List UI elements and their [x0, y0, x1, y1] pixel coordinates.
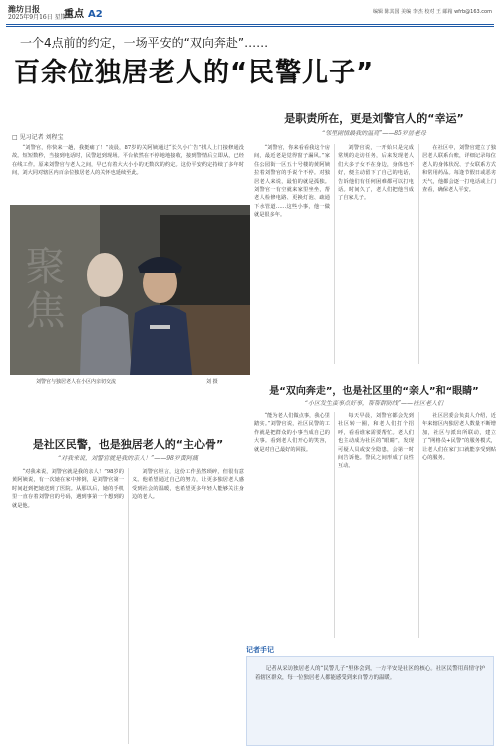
editor-info: 编辑 陈其国 美编 李杰 校对 王 邮箱 wfrb@163.com — [372, 9, 492, 15]
section-title-mutual: 是“双向奔走”，也是社区里的“亲人”和“眼睛” — [269, 386, 479, 397]
article-column-3 — [422, 144, 496, 364]
photo-watermark: 聚焦 — [19, 245, 65, 333]
column-text: 每天早晨，刘警官都会先到社区转一圈，和老人们打个招呼，看看谁家需要帮忙。老人们也主动成为社区的“眼睛”，发现可疑人员或安全隐患，会第一时间告诉他。警民之间形成了良性互动。 — [338, 413, 414, 470]
note-text: 记者从采访独居老人的“民警儿子”里体会到，一方平安是社区的核心。社区民警用真情守护着辖区群众，每一位独居老人都能感受到来自警方的温暖。 — [255, 666, 485, 681]
column-divider — [334, 144, 335, 364]
section-title-backbone: 是社区民警，也是独居老人的“主心骨” — [32, 438, 224, 451]
section-subtitle-backbone: “对我来说，刘警官就是我的亲人！”——98岁黄阿姨 — [58, 455, 198, 462]
photo-caption: 刘警官与独居老人在小区内亲切交流 — [36, 379, 117, 385]
article-column-1 — [254, 144, 330, 364]
article-column-8 — [132, 468, 244, 744]
article-column-6 — [422, 412, 496, 638]
column-text: 刘警官说，一开始只是完成常规的走访任务，后来发现老人们大多子女不在身边，身体也不好，便主动留下了自己的电话，告诉他们有任何困难都可以打电话。时间久了，老人们把他当成了自家儿子。 — [338, 145, 414, 202]
photo-credit: 刘 摄 — [206, 379, 218, 385]
reporter-note — [255, 665, 485, 737]
section-title-duty: 是职责所在，更是刘警官人的“幸运” — [284, 112, 464, 125]
column-divider — [334, 412, 335, 638]
header-rule — [6, 24, 494, 25]
note-tag: 记者手记 — [246, 646, 274, 654]
column-text: 刘警官坦言，这份工作虽然琐碎，但很有意义。他希望通过自己的努力，让更多独居老人感受到社会的温暖，也希望更多年轻人能够关注身边的老人。 — [132, 469, 244, 501]
reporter-note-box — [246, 656, 494, 746]
column-text: “对我来说，刘警官就是我的亲人！”98岁的黄阿姨说，有一次她在家中摔倒，是刘警官第一时间赶到把她送到了医院。从那以后，她的手机里一直存着刘警官的号码，遇到事第一个想到的就是他。 — [12, 469, 124, 509]
article-column-5 — [338, 412, 414, 638]
column-text: 在社区中，刘警官建立了独居老人联系台账，详细记录每位老人的身体状况、子女联系方式和常用药品。每逢节假日或恶劣天气，他都会逐一打电话或上门查看，确保老人平安。 — [422, 145, 496, 194]
section-subtitle-duty: “邻里剧情最我的温亮”——85岁居老母 — [322, 130, 426, 137]
issue-date: 2025年9月16日 星期二 — [8, 14, 73, 21]
section-header — [64, 5, 103, 20]
article-lead — [12, 144, 244, 202]
article-column-4 — [254, 412, 330, 638]
article-column-7 — [12, 468, 124, 744]
news-photo — [10, 205, 250, 375]
masthead-left — [8, 6, 73, 22]
newspaper-brand: 潍坊日报 — [8, 5, 40, 14]
column-divider — [128, 468, 129, 744]
lead-paragraph: “刘警官，你快来一趟，我挺痛了！”凌晨，87岁的关阿姨通过“长久小广告”找人上门接修通没故。短短数秒，当接到电话时，民警赶到现场。平台依然在不停地地接收，接到警情后立即从，已经在线工作。原来刘警官与老人之间，早已有着大大小小的无数次的约定。这份平安约定持续了多年时间，刘大同对辖区内百余位独居老人的关怀也延续至此。 — [12, 145, 244, 177]
column-text: “刘警官，你来看看我这个房间，最近老是觉得窗子漏风。”家住公园街一区五十号楼的黄阿姨拉着刘警官的手说个不停。对独居老人来说，最怕的就是孤独。刘警官一有空就来家里坐坐，帮老人检修电路、更换灯泡、疏通下水管道……这些小事，他一做就是很多年。 — [254, 145, 330, 219]
page-number: A2 — [88, 9, 103, 20]
column-divider — [418, 412, 419, 638]
column-text: “能为老人们做点事，我心里踏实。”刘警官说，社区民警的工作就是把群众的小事当成自己的大事。看到老人们开心的笑容，就是对自己最好的回报。 — [254, 413, 330, 453]
header-rule-thin — [6, 26, 494, 27]
section-subtitle-mutual: “小区发生蛮事点好事，帮帮群防线”——社区老人们 — [304, 400, 444, 407]
article-column-2 — [338, 144, 414, 364]
column-divider — [418, 144, 419, 364]
article-byline: □ 见习记者 刘程宝 — [12, 134, 64, 141]
article-headline: 百余位独居老人的“民警儿子” — [14, 58, 375, 88]
column-text: 社区居委会负责人介绍，近年来辖区内独居老人数量不断增加，社区与派出所联动，建立了“网格员+民警”的服务模式，让老人们在家门口就能享受到贴心的服务。 — [422, 413, 496, 462]
article-kicker: 一个4点前的约定，一场平安的“双向奔赴”…… — [20, 36, 269, 50]
section-label: 重点 — [64, 9, 84, 20]
